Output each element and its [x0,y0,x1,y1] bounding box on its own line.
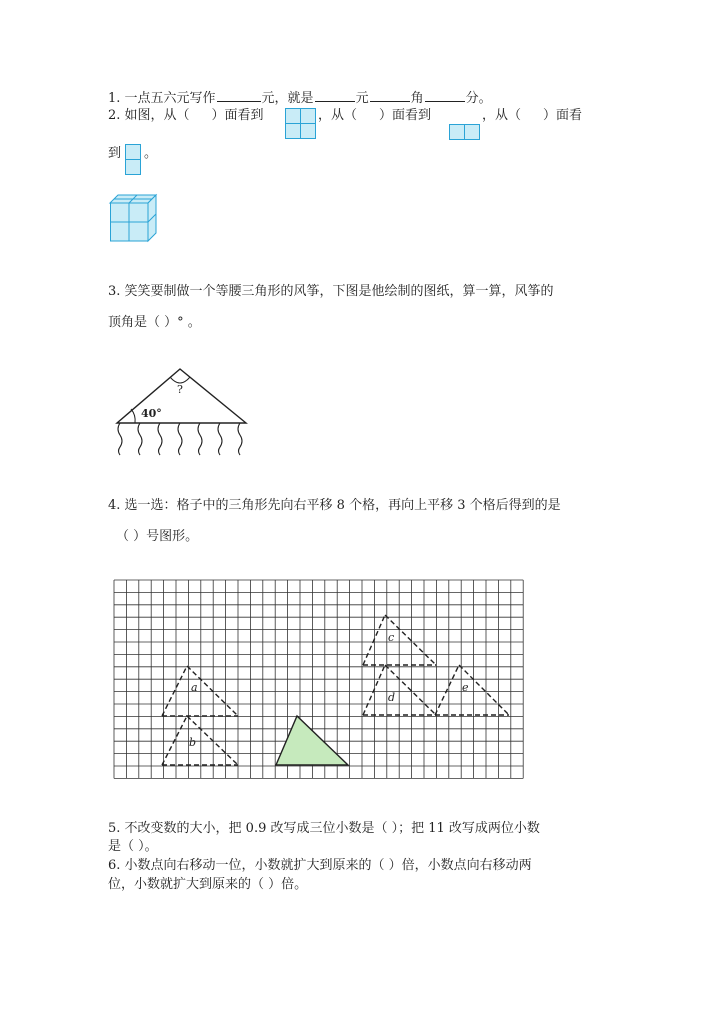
q1-mid2: 元 [355,91,369,106]
question-6-line1: 6. 小数点向右移动一位，小数就扩大到原来的（ ）倍，小数点向右移动两 [108,858,532,873]
question-4-line1: 4. 选一选：格子中的三角形先向右平移 8 个格，再向上平移 3 个格后得到的是 [108,498,561,513]
q1-prefix: 1. 一点五六元写作 [108,91,216,106]
q2-line2b: 。 [144,146,158,161]
kite-angle-label: 40° [141,407,162,420]
triangle-b [162,716,238,765]
view-icon-2x2 [285,108,317,140]
kite-figure [112,363,252,458]
label-a: a [191,681,198,694]
q1-blank-2[interactable] [315,88,355,102]
question-4-line2: （ ）号图形。 [116,529,199,544]
label-c: c [388,631,395,644]
q2-part6: ）面看 [543,108,583,123]
q1-suffix: 分。 [465,91,492,106]
view-icon-1x2 [449,124,481,140]
cube-figure [110,194,160,244]
label-d: d [388,691,396,704]
triangle-e [435,665,509,715]
question-5-line1: 5. 不改变数的大小，把 0.9 改写成三位小数是（ ）；把 11 改写成两位小数 [108,821,540,836]
q2-part1: 2. 如图，从（ [108,108,190,123]
question-2-cont [318,107,431,125]
triangle-a [162,666,238,716]
q1-mid3: 角 [410,91,424,106]
question-1 [108,88,492,108]
question-2-cont2 [482,107,582,125]
question-3-line1: 3. 笑笑要制做一个等腰三角形的风筝，下图是他绘制的图纸，算一算，风筝的 [108,284,554,299]
question-5-line2: 是（ ）。 [108,839,158,854]
label-e: e [462,681,469,694]
question-2-line2 [108,145,121,163]
kite-unknown-label: ? [177,383,183,396]
q2-part5: ，从（ [482,108,522,123]
q2-line2a: 到 [108,146,122,161]
q1-blank-4[interactable] [425,88,465,102]
q2-part4: ）面看到 [379,108,432,123]
question-2-line2-end [144,145,157,163]
q2-part2: ）面看到 [211,108,264,123]
question-3-line2: 顶角是（ ）° 。 [108,315,201,330]
label-b: b [189,736,197,749]
q1-blank-1[interactable] [217,88,261,102]
view-icon-2x1 [125,144,141,176]
question-2 [108,107,264,125]
grid-figure [113,579,523,783]
q1-mid1: 元，就是 [261,91,314,106]
q1-blank-3[interactable] [370,88,410,102]
question-6-line2: 位，小数就扩大到原来的（ ）倍。 [108,877,308,892]
q2-part3: ，从（ [318,108,358,123]
